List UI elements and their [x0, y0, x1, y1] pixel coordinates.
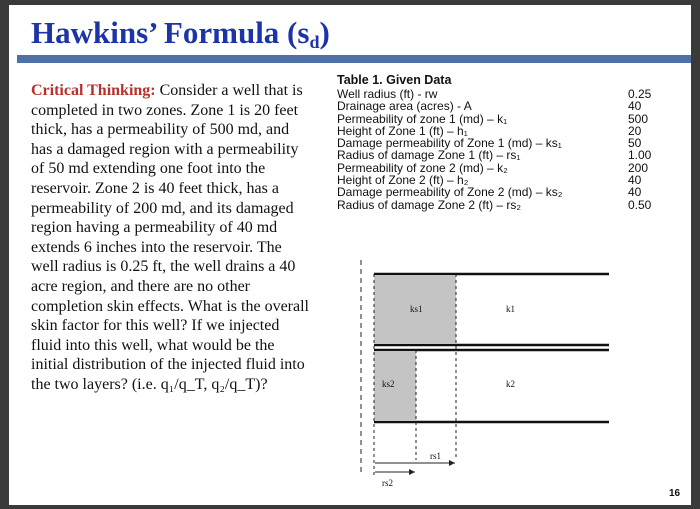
- page-number: 16: [669, 488, 681, 499]
- table-row-label: Drainage area (acres) - A: [337, 99, 472, 114]
- table-row-value: 0.50: [628, 197, 652, 212]
- table-row-value: 1.00: [628, 148, 652, 163]
- table-row-label: Radius of damage Zone 1 (ft) – rs₁: [337, 148, 521, 163]
- table-title: Table 1. Given Data: [337, 73, 452, 87]
- given-data-table: [337, 73, 672, 211]
- k2-label: k2: [506, 379, 515, 389]
- table-row-value: 50: [628, 136, 642, 151]
- table-row-label: Damage permeability of Zone 1 (md) – ks₁: [337, 136, 562, 151]
- table-row-label: Permeability of zone 2 (md) – k₂: [337, 160, 508, 175]
- table-row-value: 200: [628, 160, 649, 175]
- problem-text: [31, 81, 313, 395]
- table-row-label: Well radius (ft) - rw: [337, 87, 438, 101]
- table-row-value: 500: [628, 111, 649, 126]
- title-rule: [17, 55, 691, 63]
- table-row-label: Height of Zone 2 (ft) – h₂: [337, 173, 469, 188]
- table-row-value: 20: [628, 123, 642, 138]
- table-row-label: Height of Zone 1 (ft) – h₁: [337, 123, 468, 138]
- damage-zone-2: [374, 351, 416, 421]
- table-row-label: Permeability of zone 1 (md) – k₁: [337, 111, 508, 126]
- ks2-label: ks2: [382, 379, 395, 389]
- slide-title: Hawkins’ Formula $(s_d)$: [31, 15, 330, 52]
- slide: [9, 5, 691, 505]
- rs2-label: rs2: [382, 478, 393, 488]
- ks1-label: ks1: [410, 304, 423, 314]
- table-row-value: 40: [628, 173, 642, 188]
- problem-statement: Consider a well that is completed in two zones. Zone 1 is 20 feet thick, has a permeability of 500 md, and has a damaged region with a permeability of 50 md extending one foot into the reservoir. Zone 2 is 40 feet thick, has a permeability of 200 md, and its damaged region having a permeability of 40 md extends 6 inches into the reservoir. The well radius is 0.25 ft, the well drains a 40 acre region, and there are no other completion skin effects. What is the overall skin factor for this well? If we injected fluid into this well, what would be the initial distribution of the injected fluid into the two layers? (i.e. q₁/q_T, q₂/q_T)?: [31, 82, 309, 393]
- table-row-label: Damage permeability of Zone 2 (md) – ks₂: [337, 185, 563, 200]
- table-row: [337, 100, 672, 112]
- table-row-label: Radius of damage Zone 2 (ft) – rs₂: [337, 197, 522, 212]
- table-row: [337, 149, 672, 161]
- table-row: [337, 199, 672, 211]
- table-row: [337, 186, 672, 198]
- rs1-label: rs1: [430, 451, 441, 461]
- table-row-value: 40: [628, 99, 642, 114]
- critical-thinking-label: Critical Thinking:: [31, 82, 156, 99]
- table-row-value: 0.25: [628, 87, 652, 101]
- k1-label: k1: [506, 304, 515, 314]
- table-row-value: 40: [628, 185, 642, 200]
- well-diagram: [344, 250, 614, 490]
